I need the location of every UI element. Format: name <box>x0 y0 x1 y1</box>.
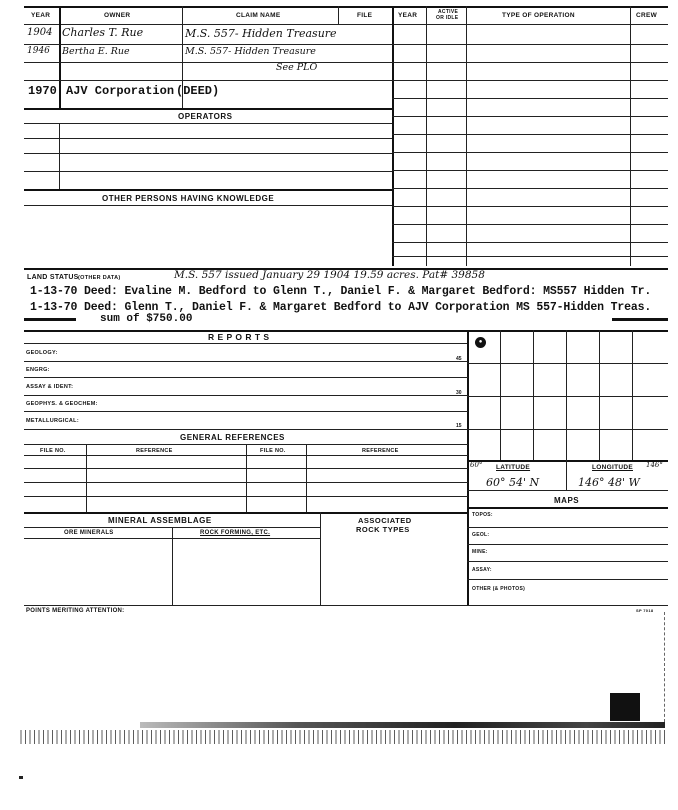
grid-v <box>632 330 633 460</box>
maps-other: OTHER (& PHOTOS) <box>472 586 526 592</box>
col-divider-year2 <box>426 6 427 266</box>
other-persons-label: OTHER PERSONS HAVING KNOWLEDGE <box>102 194 275 203</box>
right-edge-dashes <box>664 612 665 722</box>
refs-col-divider <box>86 444 87 512</box>
form-number: SP 7018 <box>636 608 654 613</box>
top-border <box>24 6 668 8</box>
mineral-assemblage-title: MINERAL ASSEMBLAGE <box>108 516 212 525</box>
report-metallurgical: METALLURGICAL: <box>26 418 79 424</box>
operator-col-divider <box>59 123 60 189</box>
land-status-line-1: 1-13-70 Deed: Evaline M. Bedford to Glenn T., Daniel F. & Margaret Bedford: MS557 Hidden Tr. <box>30 285 652 298</box>
land-status-label: LAND STATUS <box>27 274 79 281</box>
mineral-bottom-rule <box>24 605 668 606</box>
col-divider-active <box>466 6 467 266</box>
land-status-handwritten: M.S. 557 issued January 29 1904 19.59 acres. Pat# 39858 <box>174 269 485 281</box>
mineral-col-divider <box>320 512 321 606</box>
header-type-of-operation: TYPE OF OPERATION <box>502 12 575 19</box>
op-row-line <box>392 170 668 171</box>
reports-title: R E P O R T S <box>208 332 270 342</box>
longitude-value: 146° 48' W <box>578 476 640 489</box>
header-file: FILE <box>357 12 373 19</box>
header-year: YEAR <box>31 12 51 19</box>
owner-1-name: Charles T. Rue <box>62 26 144 39</box>
op-row-line <box>392 134 668 135</box>
op-row-line <box>392 98 668 99</box>
op-row-line <box>392 188 668 189</box>
report-row-line <box>24 429 468 430</box>
owner-3-name: AJV Corporation <box>66 84 175 98</box>
operator-row-line <box>24 123 392 124</box>
report-row-line <box>24 411 468 412</box>
scale-15: 15 <box>456 423 462 429</box>
reports-rule <box>24 343 468 344</box>
operators-label: OPERATORS <box>178 112 233 121</box>
other-persons-rule <box>24 205 392 206</box>
associated-label: ASSOCIATED <box>358 516 412 525</box>
owner-2-claim: M.S. 557- Hidden Treasure <box>185 46 316 57</box>
owner-row-line <box>24 80 392 81</box>
maps-rule <box>467 507 668 509</box>
refs-col-divider <box>306 444 307 512</box>
maps-row-line <box>467 579 668 580</box>
owner-2-name: Bertha E. Rue <box>62 46 130 57</box>
general-references-title: GENERAL REFERENCES <box>180 433 285 442</box>
refs-file-no: FILE NO. <box>40 448 66 454</box>
rock-forming-label: ROCK FORMING, ETC. <box>200 530 271 536</box>
maps-mine: MINE: <box>472 549 488 555</box>
scale-45: 45 <box>456 356 462 362</box>
grid-h <box>467 363 668 364</box>
latitude-label: LATITUDE <box>496 464 531 471</box>
land-status-line-2: 1-13-70 Deed: Glenn T., Daniel F. & Margaret Bedford to AJV Corporation MS 557-Hidden Treas. <box>30 301 652 314</box>
land-status-line-3: sum of $750.00 <box>100 313 193 325</box>
rock-types-label: ROCK TYPES <box>356 525 410 534</box>
report-engrg: ENGRG: <box>26 367 50 373</box>
operator-row-line <box>24 171 392 172</box>
maps-geol: GEOL: <box>472 532 490 538</box>
header-rule <box>24 24 668 25</box>
col-divider-left-block <box>392 6 394 266</box>
report-geology: GEOLOGY: <box>26 350 58 356</box>
op-row-line <box>392 116 668 117</box>
col-divider-year <box>59 6 61 108</box>
grid-v <box>533 330 534 460</box>
scan-artifact <box>140 722 665 728</box>
refs-reference: REFERENCE <box>136 448 173 454</box>
report-row-line <box>24 395 468 396</box>
maps-row-line <box>467 544 668 545</box>
op-row-line <box>392 242 668 243</box>
report-assay: ASSAY & IDENT: <box>26 384 74 390</box>
mineral-col-divider <box>172 527 173 606</box>
points-meriting-attention: POINTS MERITING ATTENTION: <box>26 608 125 614</box>
op-row-line <box>392 152 668 153</box>
report-row-line <box>24 377 468 378</box>
longitude-label: LONGITUDE <box>592 464 633 471</box>
op-row-line <box>392 224 668 225</box>
scan-artifact <box>20 730 665 744</box>
operator-row-line <box>24 189 392 191</box>
maps-rule <box>467 490 668 491</box>
report-row-line <box>24 361 468 362</box>
header-owner: OWNER <box>104 12 131 19</box>
refs-reference-2: REFERENCE <box>362 448 399 454</box>
grid-v <box>566 330 567 460</box>
owner-3-year: 1970 <box>28 84 57 98</box>
op-row-line <box>392 80 668 81</box>
grid-v <box>500 330 501 460</box>
owner-2-year: 1946 <box>27 46 50 56</box>
op-row-line <box>392 44 668 45</box>
operator-row-line <box>24 153 392 154</box>
col-divider-type <box>630 6 631 266</box>
scan-artifact <box>610 693 640 721</box>
grid-h <box>467 429 668 430</box>
latitude-value: 60° 54' N <box>486 476 540 489</box>
op-row-line <box>392 206 668 207</box>
redaction-mark <box>612 318 668 321</box>
owner-row-line <box>24 108 392 110</box>
lat-degree: 60° <box>470 461 483 469</box>
op-row-line <box>392 62 668 63</box>
latlon-divider <box>566 460 567 490</box>
op-row-line <box>392 256 668 257</box>
lon-degree: 146° <box>646 461 663 469</box>
report-geophys: GEOPHYS. & GEOCHEM: <box>26 401 98 407</box>
header-year-2: YEAR <box>398 12 418 19</box>
owner-3-claim: (DEED) <box>176 84 220 98</box>
redaction-mark <box>24 318 76 321</box>
maps-topos: TOPOS: <box>472 512 493 518</box>
maps-title: MAPS <box>554 496 580 505</box>
grid-h <box>467 396 668 397</box>
grid-v <box>599 330 600 460</box>
maps-assay: ASSAY: <box>472 567 492 573</box>
reports-top-rule <box>24 330 668 332</box>
owner-row-line <box>24 44 392 45</box>
header-active: ACTIVE <box>438 9 459 15</box>
maps-row-line <box>467 561 668 562</box>
owner-row-line <box>24 62 392 63</box>
header-crew: CREW <box>636 12 658 19</box>
refs-col-divider <box>246 444 247 512</box>
header-or-idle: OR IDLE <box>436 15 459 21</box>
mineral-top-rule <box>24 512 468 514</box>
scan-artifact <box>19 776 23 779</box>
ore-minerals-label: ORE MINERALS <box>64 530 114 536</box>
land-status-sub: (OTHER DATA) <box>78 275 121 281</box>
grid-bottom <box>467 460 668 462</box>
see-plo-note: See PLO <box>276 62 318 73</box>
operator-row-line <box>24 138 392 139</box>
owner-1-year: 1904 <box>27 27 53 38</box>
scale-30: 30 <box>456 390 462 396</box>
location-marker-icon: ● <box>475 337 486 348</box>
maps-row-line <box>467 527 668 528</box>
header-claim-name: CLAIM NAME <box>236 12 281 19</box>
owner-1-claim: M.S. 557- Hidden Treasure <box>185 27 337 40</box>
refs-file-no-2: FILE NO. <box>260 448 286 454</box>
col-divider-claim <box>338 6 339 24</box>
